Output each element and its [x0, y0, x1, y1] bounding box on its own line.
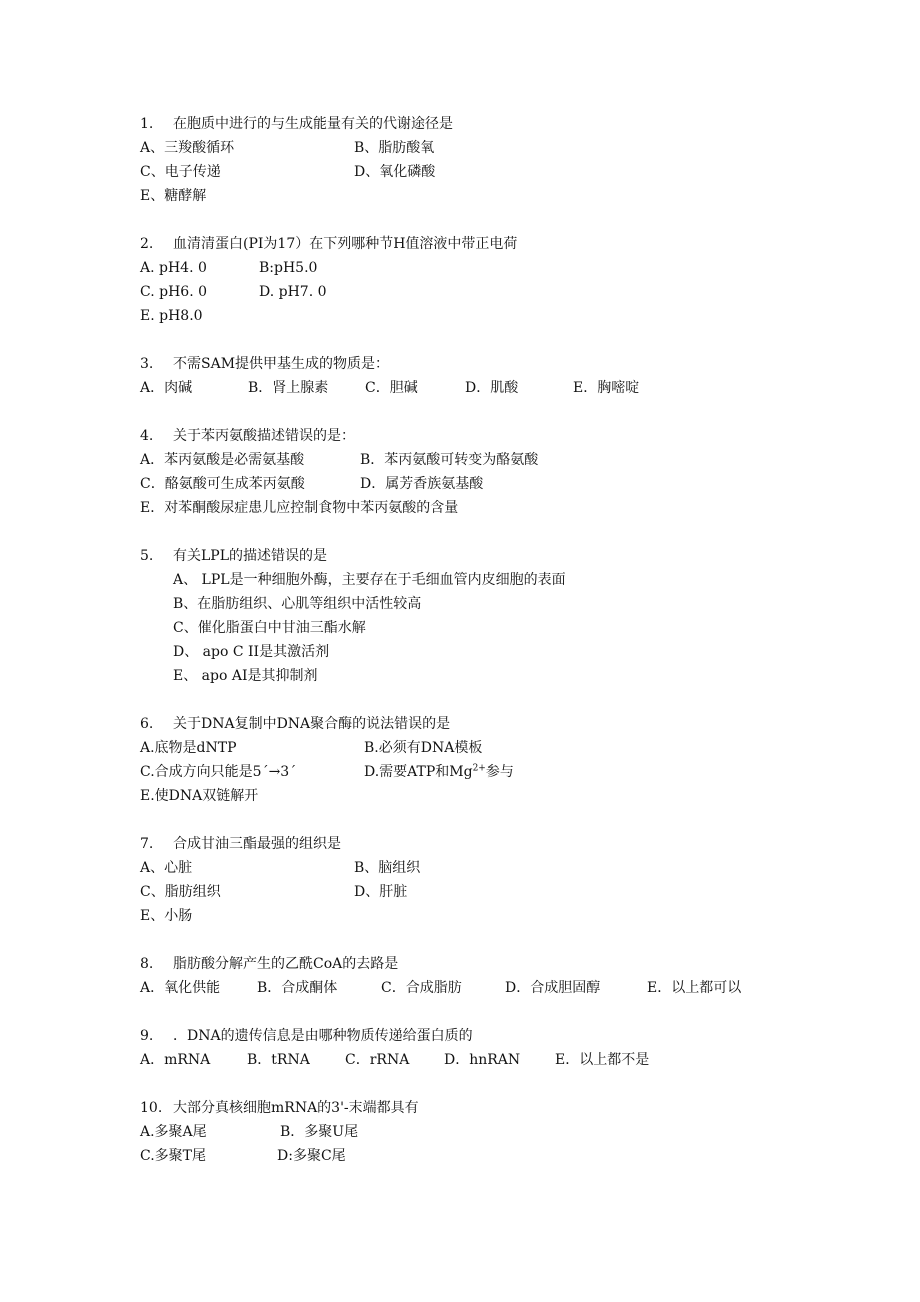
option-d: D．hnRAN	[444, 1052, 521, 1068]
option-row	[140, 1048, 840, 1072]
question-stem	[140, 1024, 840, 1048]
option-row	[140, 472, 840, 496]
option-row	[140, 976, 840, 1000]
option-a: A、 LPL是一种细胞外酶，主要存在于毛细血管内皮细胞的表面	[173, 572, 566, 588]
option-row	[140, 496, 840, 520]
question-stem	[140, 712, 840, 736]
option-row	[140, 160, 840, 184]
option-row	[140, 256, 840, 280]
question-number: 4.	[140, 428, 154, 444]
question-1	[140, 112, 840, 208]
option-d: D. pH7. 0	[259, 284, 327, 300]
option-c: C．合成脂肪	[381, 980, 462, 996]
option-row	[140, 856, 840, 880]
option-e: E、 apo AⅠ是其抑制剂	[173, 668, 318, 684]
option-c: C、脂肪组织	[140, 884, 221, 900]
option-row	[140, 304, 840, 328]
option-row	[140, 736, 840, 760]
option-b: B．苯丙氨酸可转变为酪氨酸	[360, 452, 539, 468]
option-b: B:pH5.0	[259, 260, 318, 276]
option-d-suffix: 参与	[485, 764, 514, 780]
option-c: C.多聚T尾	[140, 1148, 207, 1164]
question-3	[140, 352, 840, 400]
question-number: 8.	[140, 956, 154, 972]
option-row	[140, 904, 840, 928]
option-e: E．以上都可以	[647, 980, 742, 996]
option-d	[364, 760, 514, 784]
option-e: E. pH8.0	[140, 308, 203, 324]
option-row	[140, 448, 840, 472]
question-text: 关于苯丙氨酸描述错误的是：	[173, 428, 355, 444]
option-b: B、脑组织	[354, 860, 421, 876]
option-row	[140, 592, 840, 616]
question-stem	[140, 424, 840, 448]
superscript-charge: 2+	[472, 763, 486, 774]
option-row	[140, 664, 840, 688]
option-c: C．rRNA	[345, 1052, 410, 1068]
question-stem	[140, 952, 840, 976]
question-text: 不需SAM提供甲基生成的物质是：	[173, 356, 390, 372]
question-number: 2.	[140, 236, 154, 252]
option-row	[140, 184, 840, 208]
option-row	[140, 640, 840, 664]
question-number: 10.	[140, 1100, 163, 1116]
question-stem	[140, 544, 840, 568]
question-8	[140, 952, 840, 1000]
option-e: E．对苯酮酸尿症患儿应控制食物中苯丙氨酸的含量	[140, 500, 459, 516]
question-text: 在胞质中进行的与生成能量有关的代谢途径是	[173, 116, 453, 132]
question-text: 关于DNA复制中DNA聚合酶的说法错误的是	[173, 716, 451, 732]
option-e: E.使DNA双链解开	[140, 788, 259, 804]
question-number: 7.	[140, 836, 154, 852]
option-a: A、三羧酸循环	[140, 140, 235, 156]
option-a: A．肉碱	[140, 380, 193, 396]
option-d: D、肝脏	[354, 884, 408, 900]
option-e: E、糖酵解	[140, 188, 207, 204]
option-a: A．氧化供能	[140, 980, 221, 996]
option-c: C．胆碱	[365, 380, 418, 396]
option-b: B.必须有DNA模板	[364, 740, 483, 756]
question-7	[140, 832, 840, 928]
option-c: C、电子传递	[140, 164, 221, 180]
option-c: C.合成方向只能是5´→3´	[140, 764, 297, 780]
question-text: 脂肪酸分解产生的乙酰CoA的去路是	[173, 956, 399, 972]
option-c: C. pH6. 0	[140, 284, 207, 300]
question-stem	[140, 352, 840, 376]
question-text: 血清清蛋白(PI为17）在下列哪种节H值溶液中带正电荷	[173, 236, 518, 252]
option-row	[140, 784, 840, 808]
question-stem	[140, 232, 840, 256]
question-number: 6.	[140, 716, 154, 732]
exam-page	[140, 112, 840, 1192]
option-b: B、在脂肪组织、心肌等组织中活性较高	[173, 596, 422, 612]
question-number: 1.	[140, 116, 154, 132]
question-stem	[140, 1096, 840, 1120]
option-d-text: D.需要ATP和Mg	[364, 764, 473, 780]
option-a: A、心脏	[140, 860, 193, 876]
option-d: D、氧化磷酸	[354, 164, 436, 180]
option-d: D．属芳香族氨基酸	[360, 476, 484, 492]
option-row	[140, 760, 840, 784]
option-row	[140, 376, 840, 400]
question-stem	[140, 832, 840, 856]
option-row	[140, 1120, 840, 1144]
option-b: B．合成酮体	[257, 980, 338, 996]
option-d: D．肌酸	[465, 380, 519, 396]
option-a: A.多聚A尾	[140, 1124, 207, 1140]
option-d: D:多聚C尾	[277, 1148, 346, 1164]
option-a: A. pH4. 0	[140, 260, 207, 276]
option-a: A．mRNA	[140, 1052, 211, 1068]
question-4	[140, 424, 840, 520]
question-6	[140, 712, 840, 808]
option-row	[140, 136, 840, 160]
option-row	[140, 1144, 840, 1168]
option-e: E．胸嘧啶	[573, 380, 640, 396]
option-a: A.底物是dNTP	[140, 740, 237, 756]
option-d: D、 apo C II是其激活剂	[173, 644, 330, 660]
option-row	[140, 280, 840, 304]
question-number: 5.	[140, 548, 154, 564]
option-e: E、小肠	[140, 908, 193, 924]
option-row	[140, 616, 840, 640]
option-a: A．苯丙氨酸是必需氨基酸	[140, 452, 305, 468]
question-9	[140, 1024, 840, 1072]
option-c: C．酪氨酸可生成苯丙氨酸	[140, 476, 305, 492]
question-text: ．DNA的遗传信息是由哪种物质传递给蛋白质的	[173, 1028, 473, 1044]
option-b: B、脂肪酸氧	[354, 140, 435, 156]
option-b: B．tRNA	[247, 1052, 310, 1068]
option-row	[140, 880, 840, 904]
option-row	[140, 568, 840, 592]
question-text: 大部分真核细胞mRNA的3'-末端都具有	[173, 1100, 419, 1116]
question-text: 合成甘油三酯最强的组织是	[173, 836, 341, 852]
option-d: D．合成胆固醇	[505, 980, 601, 996]
question-2	[140, 232, 840, 328]
option-e: E．以上都不是	[555, 1052, 650, 1068]
question-text: 有关LPL的描述错误的是	[173, 548, 328, 564]
question-stem	[140, 112, 840, 136]
question-10	[140, 1096, 840, 1168]
question-number: 3.	[140, 356, 154, 372]
question-5	[140, 544, 840, 688]
option-b: B．肾上腺素	[248, 380, 329, 396]
question-number: 9.	[140, 1028, 154, 1044]
option-b: B．多聚U尾	[280, 1124, 359, 1140]
option-c: C、催化脂蛋白中甘油三酯水解	[173, 620, 366, 636]
